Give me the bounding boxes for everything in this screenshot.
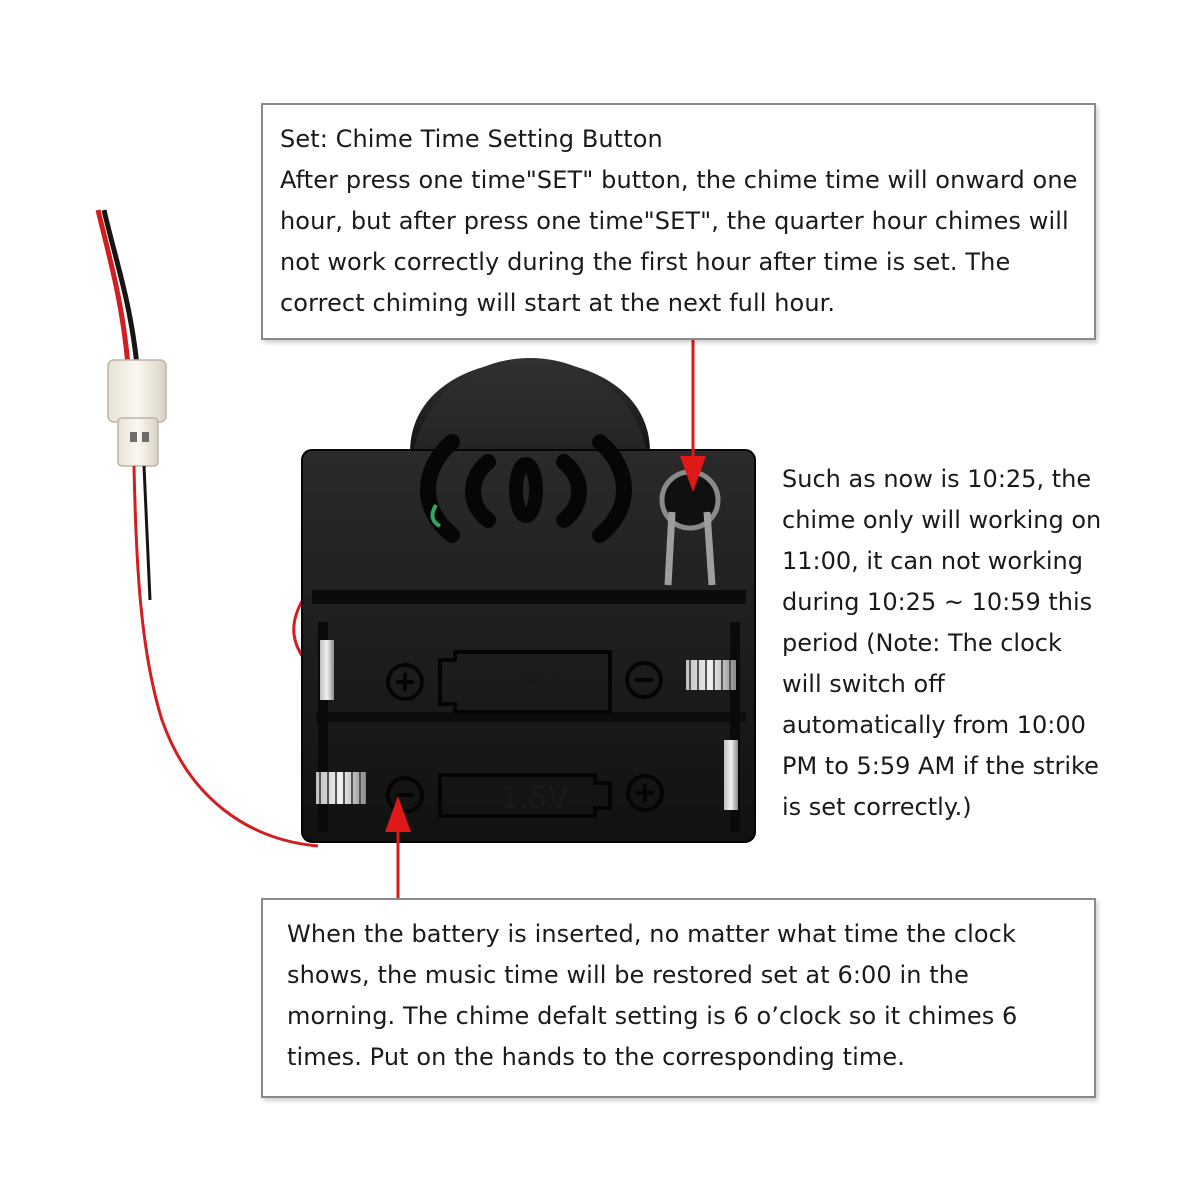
wire-connector [108, 360, 166, 466]
battery-lower-voltage: 1.5V [500, 781, 569, 816]
battery-callout [261, 898, 1096, 1098]
note-text: Such as now is 10:25, the chime only will working on 11:00, it can not working during 10:25 ~ 10:59 this period (Note: The clock will switch off automatically from 10:00 PM to 5:59 AM if the strike is set correctly.) [782, 465, 1102, 821]
callout-title: Set: Chime Time Setting Button [280, 125, 663, 153]
wire-to-module [134, 466, 318, 846]
chime-timing-note [782, 459, 1122, 828]
callout-body: After press one time"SET" button, the chime time will onward one hour, but after press one time"SET", the quarter hour chimes will not work correctly during the first hour after time is set. The correct chiming will start at the next full hour. [280, 166, 1078, 317]
callout-body: When the battery is inserted, no matter what time the clock shows, the music time will be restored set at 6:00 in the morning. The chime defalt setting is 6 o’clock so it chimes 6 times. Put on the hands to the corresponding time. [287, 920, 1018, 1071]
battery-upper-voltage: 1.5V [496, 668, 565, 703]
set-button-callout [261, 103, 1096, 340]
wire-lead [98, 210, 137, 365]
